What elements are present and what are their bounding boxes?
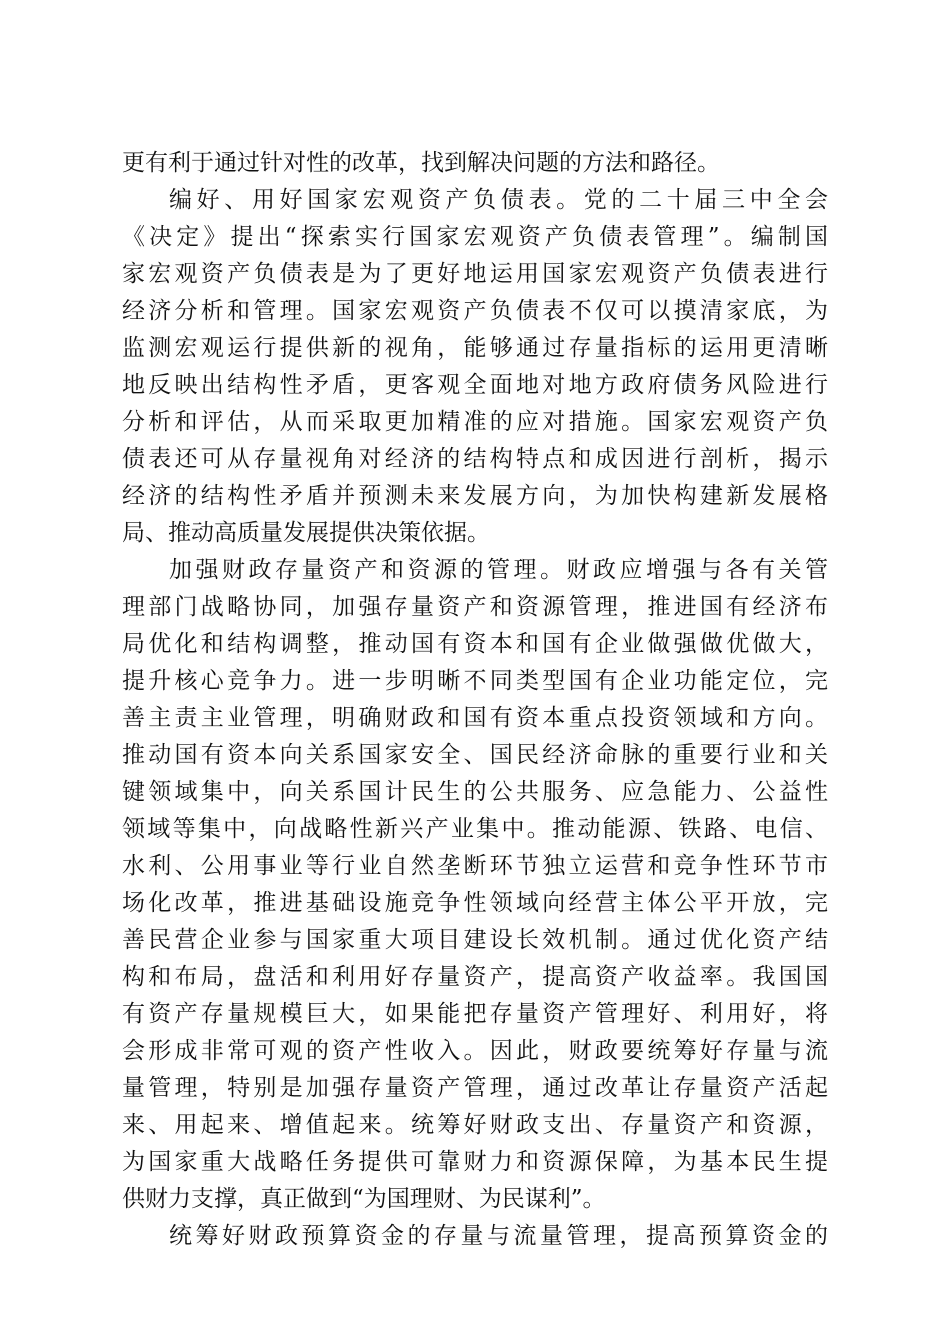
text-line: 局、推动高质量发展提供决策依据。 bbox=[122, 520, 490, 546]
text-line: 会形成非常可观的资产性收入。因此，财政要统筹好存量与流 bbox=[122, 1038, 828, 1064]
text-line: 为国家重大战略任务提供可靠财力和资源保障，为基本民生提 bbox=[122, 1149, 828, 1175]
text-line: 监测宏观运行提供新的视角，能够通过存量指标的运用更清晰 bbox=[122, 335, 828, 361]
text-line: 场化改革，推进基础设施竞争性领域向经营主体公平开放，完 bbox=[122, 890, 828, 916]
text-line: 债表还可从存量视角对经济的结构特点和成因进行剖析，揭示 bbox=[122, 446, 828, 472]
text-line: 《决定》提出“探索实行国家宏观资产负债表管理”。编制国 bbox=[122, 224, 828, 250]
text-line: 家宏观资产负债表是为了更好地运用国家宏观资产负债表进行 bbox=[122, 261, 828, 287]
document-page bbox=[122, 145, 828, 1255]
text-line: 量管理，特别是加强存量资产管理，通过改革让存量资产活起 bbox=[122, 1075, 828, 1101]
text-line: 提升核心竞争力。进一步明晰不同类型国有企业功能定位，完 bbox=[122, 668, 828, 694]
text-line: 善民营企业参与国家重大项目建设长效机制。通过优化资产结 bbox=[122, 927, 828, 953]
text-line: 推动国有资本向关系国家安全、国民经济命脉的重要行业和关 bbox=[122, 742, 828, 768]
text-line: 善主责主业管理，明确财政和国有资本重点投资领域和方向。 bbox=[122, 705, 828, 731]
text-line: 局优化和结构调整，推动国有资本和国有企业做强做优做大， bbox=[122, 631, 828, 657]
text-line: 编好、用好国家宏观资产负债表。党的二十届三中全会 bbox=[169, 187, 828, 213]
text-line: 分析和评估，从而采取更加精准的应对措施。国家宏观资产负 bbox=[122, 409, 828, 435]
text-line: 更有利于通过针对性的改革，找到解决问题的方法和路径。 bbox=[122, 150, 720, 176]
text-line: 来、用起来、增值起来。统筹好财政支出、存量资产和资源， bbox=[122, 1112, 828, 1138]
text-line: 经济的结构性矛盾并预测未来发展方向，为加快构建新发展格 bbox=[122, 483, 828, 509]
text-line: 理部门战略协同，加强存量资产和资源管理，推进国有经济布 bbox=[122, 594, 828, 620]
text-line: 统筹好财政预算资金的存量与流量管理，提高预算资金的 bbox=[169, 1223, 828, 1249]
text-line: 有资产存量规模巨大，如果能把存量资产管理好、利用好，将 bbox=[122, 1001, 828, 1027]
text-line: 供财力支撑，真正做到“为国理财、为民谋利”。 bbox=[122, 1186, 606, 1212]
text-line: 加强财政存量资产和资源的管理。财政应增强与各有关管 bbox=[169, 557, 828, 583]
document-body bbox=[122, 145, 828, 1255]
text-line: 领域等集中，向战略性新兴产业集中。推动能源、铁路、电信、 bbox=[122, 816, 828, 842]
text-line: 经济分析和管理。国家宏观资产负债表不仅可以摸清家底，为 bbox=[122, 298, 828, 324]
text-line: 构和布局，盘活和利用好存量资产，提高资产收益率。我国国 bbox=[122, 964, 828, 990]
text-line: 键领域集中，向关系国计民生的公共服务、应急能力、公益性 bbox=[122, 779, 828, 805]
text-line: 水利、公用事业等行业自然垄断环节独立运营和竞争性环节市 bbox=[122, 853, 828, 879]
text-line: 地反映出结构性矛盾，更客观全面地对地方政府债务风险进行 bbox=[122, 372, 828, 398]
